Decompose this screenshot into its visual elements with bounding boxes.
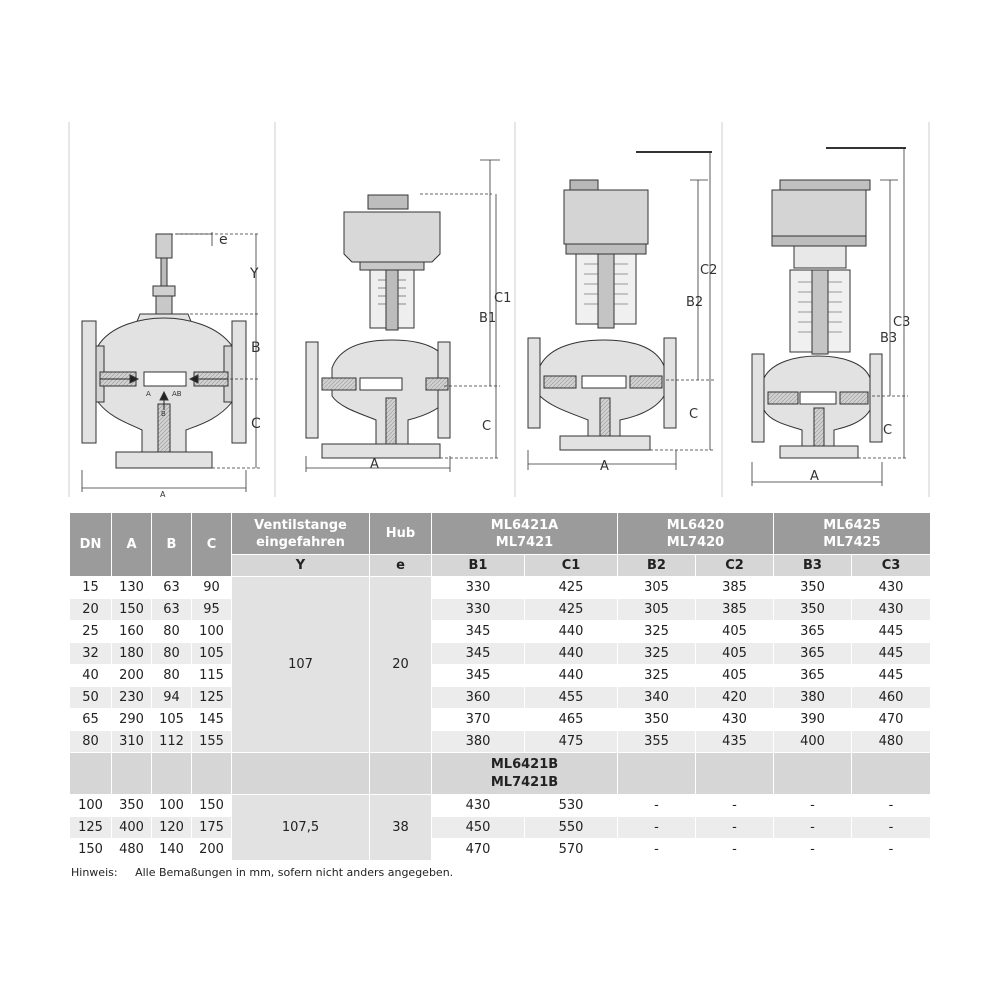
- cell-b1: 330: [432, 599, 525, 621]
- cell-b2: 350: [618, 709, 696, 731]
- footnote-label: Hinweis:: [71, 866, 118, 879]
- cell-c3: -: [852, 839, 931, 861]
- table-row: [70, 665, 931, 687]
- col-header-b3: B3: [774, 555, 852, 577]
- flow-label-b: B: [161, 410, 166, 418]
- cell-y-merged: 107: [232, 577, 370, 753]
- cell-b: 80: [152, 621, 192, 643]
- col-header-ventilstange: [232, 513, 370, 555]
- header-row-1: [70, 513, 931, 555]
- table-row: [70, 577, 931, 599]
- cell-c1: 425: [525, 599, 618, 621]
- col-header-c2: C2: [696, 555, 774, 577]
- cell-c3: 445: [852, 621, 931, 643]
- cell-c: 95: [192, 599, 232, 621]
- cell-dn: 100: [70, 795, 112, 817]
- col-header-y: Y: [232, 555, 370, 577]
- dim-label-c2: C2: [700, 263, 718, 278]
- band-cell: [70, 753, 112, 795]
- group1-line-1: ML6421A: [490, 517, 559, 533]
- dim-label-e: e: [219, 232, 228, 248]
- band-cell: [852, 753, 931, 795]
- cell-c1: 440: [525, 665, 618, 687]
- group-header-ml6425: [774, 513, 931, 555]
- cell-c2: 385: [696, 577, 774, 599]
- cell-b: 105: [152, 709, 192, 731]
- table-row: [70, 709, 931, 731]
- cell-hub-merged: 20: [370, 577, 432, 753]
- table-body-group-2: [70, 795, 931, 861]
- dim-label-c: C: [251, 416, 261, 432]
- cell-dn: 65: [70, 709, 112, 731]
- cell-c: 125: [192, 687, 232, 709]
- cell-c1: 440: [525, 643, 618, 665]
- cell-b: 112: [152, 731, 192, 753]
- band-cell: [774, 753, 852, 795]
- cell-b2: 355: [618, 731, 696, 753]
- table-row: [70, 687, 931, 709]
- cell-b: 140: [152, 839, 192, 861]
- cell-c3: 470: [852, 709, 931, 731]
- cell-b1: 330: [432, 577, 525, 599]
- drawing-valve-body: [82, 234, 246, 468]
- table-row: [70, 643, 931, 665]
- cell-b1: 450: [432, 817, 525, 839]
- cell-b2: -: [618, 795, 696, 817]
- drawing-valve-ml6425: [752, 180, 882, 458]
- cell-b3: 390: [774, 709, 852, 731]
- cell-b1: 430: [432, 795, 525, 817]
- drawing-valve-ml6421a: [306, 195, 450, 458]
- ventil-line-1: Ventilstange: [254, 517, 347, 533]
- cell-b1: 345: [432, 665, 525, 687]
- col-header-hub: Hub: [370, 513, 432, 555]
- cell-c1: 475: [525, 731, 618, 753]
- cell-c1: 530: [525, 795, 618, 817]
- cell-a: 400: [112, 817, 152, 839]
- cell-b3: -: [774, 839, 852, 861]
- footnote-text: Alle Bemaßungen in mm, sofern nicht anders angegeben.: [135, 866, 454, 879]
- dim-label-a: A: [160, 490, 166, 499]
- cell-c1: 455: [525, 687, 618, 709]
- cell-b3: 365: [774, 665, 852, 687]
- dim-label-c3: C3: [893, 315, 911, 330]
- cell-a: 350: [112, 795, 152, 817]
- col-header-b2: B2: [618, 555, 696, 577]
- cell-b3: 365: [774, 643, 852, 665]
- cell-c2: 385: [696, 599, 774, 621]
- col-header-a: A: [112, 513, 152, 577]
- band-cell: [152, 753, 192, 795]
- cell-c3: 445: [852, 665, 931, 687]
- table-band-ml6421b: [70, 753, 931, 795]
- band-cell: [618, 753, 696, 795]
- group2-line-2: ML7420: [666, 534, 725, 550]
- dim-label-c: C: [883, 423, 893, 438]
- band-cell: [370, 753, 432, 795]
- cell-c3: -: [852, 795, 931, 817]
- cell-dn: 20: [70, 599, 112, 621]
- cell-c: 150: [192, 795, 232, 817]
- cell-a: 130: [112, 577, 152, 599]
- cell-b1: 345: [432, 643, 525, 665]
- cell-c2: -: [696, 795, 774, 817]
- band-cell: [112, 753, 152, 795]
- cell-dn: 40: [70, 665, 112, 687]
- cell-b: 120: [152, 817, 192, 839]
- cell-a: 200: [112, 665, 152, 687]
- col-header-c3: C3: [852, 555, 931, 577]
- col-header-dn: DN: [70, 513, 112, 577]
- cell-c: 90: [192, 577, 232, 599]
- cell-c3: 460: [852, 687, 931, 709]
- cell-a: 150: [112, 599, 152, 621]
- cell-b2: 325: [618, 643, 696, 665]
- dim-label-c: C: [689, 407, 699, 422]
- cell-c1: 440: [525, 621, 618, 643]
- cell-c: 200: [192, 839, 232, 861]
- col-header-c: C: [192, 513, 232, 577]
- cell-b1: 470: [432, 839, 525, 861]
- cell-a: 310: [112, 731, 152, 753]
- cell-c2: 430: [696, 709, 774, 731]
- cell-c2: 420: [696, 687, 774, 709]
- cell-b2: 305: [618, 577, 696, 599]
- ventil-line-2: eingefahren: [256, 534, 345, 550]
- cell-b3: 400: [774, 731, 852, 753]
- cell-c: 100: [192, 621, 232, 643]
- cell-c: 145: [192, 709, 232, 731]
- group3-line-2: ML7425: [823, 534, 881, 550]
- cell-b2: 325: [618, 621, 696, 643]
- dim-label-a: A: [810, 469, 819, 484]
- table-row: [70, 731, 931, 753]
- cell-b3: 350: [774, 577, 852, 599]
- table-row: [70, 795, 931, 817]
- cell-dn: 125: [70, 817, 112, 839]
- cell-c: 115: [192, 665, 232, 687]
- cell-c2: -: [696, 817, 774, 839]
- cell-c3: -: [852, 817, 931, 839]
- group-header-ml6421a: [432, 513, 618, 555]
- cell-b3: 350: [774, 599, 852, 621]
- drawing-valve-ml6420: [528, 180, 676, 450]
- cell-b: 100: [152, 795, 192, 817]
- col-header-b: B: [152, 513, 192, 577]
- cell-c1: 425: [525, 577, 618, 599]
- dim-label-b1: B1: [479, 311, 497, 326]
- cell-b2: -: [618, 817, 696, 839]
- table-row: [70, 839, 931, 861]
- cell-a: 230: [112, 687, 152, 709]
- cell-b: 80: [152, 665, 192, 687]
- cell-b3: -: [774, 817, 852, 839]
- cell-c: 175: [192, 817, 232, 839]
- cell-c3: 430: [852, 577, 931, 599]
- cell-b1: 345: [432, 621, 525, 643]
- flow-label-a: A: [146, 390, 151, 398]
- footnote: [71, 866, 467, 879]
- cell-c1: 550: [525, 817, 618, 839]
- cell-b: 63: [152, 599, 192, 621]
- cell-y-merged: 107,5: [232, 795, 370, 861]
- cell-hub-merged: 38: [370, 795, 432, 861]
- group2-line-1: ML6420: [666, 517, 725, 533]
- col-header-e: e: [370, 555, 432, 577]
- cell-dn: 25: [70, 621, 112, 643]
- cell-b3: 380: [774, 687, 852, 709]
- cell-b: 94: [152, 687, 192, 709]
- table-row: [70, 621, 931, 643]
- dim-label-a: A: [370, 457, 379, 472]
- band-line-2: ML7421B: [490, 774, 559, 790]
- cell-c: 105: [192, 643, 232, 665]
- flow-label-ab: AB: [172, 390, 182, 398]
- band-row: [70, 753, 931, 795]
- cell-b: 63: [152, 577, 192, 599]
- band-cell: [696, 753, 774, 795]
- col-header-b1: B1: [432, 555, 525, 577]
- group3-line-1: ML6425: [823, 517, 881, 533]
- cell-b2: 325: [618, 665, 696, 687]
- cell-a: 180: [112, 643, 152, 665]
- dim-label-c1: C1: [494, 291, 512, 306]
- cell-dn: 150: [70, 839, 112, 861]
- cell-c2: -: [696, 839, 774, 861]
- cell-b: 80: [152, 643, 192, 665]
- cell-a: 480: [112, 839, 152, 861]
- cell-a: 160: [112, 621, 152, 643]
- dimension-table: [69, 512, 931, 861]
- table-row: [70, 817, 931, 839]
- cell-b2: 305: [618, 599, 696, 621]
- cell-dn: 80: [70, 731, 112, 753]
- band-header-ml6421b: [432, 753, 618, 795]
- cell-c3: 480: [852, 731, 931, 753]
- table-body-group-1: [70, 577, 931, 753]
- cell-c2: 435: [696, 731, 774, 753]
- cell-a: 290: [112, 709, 152, 731]
- cell-b1: 370: [432, 709, 525, 731]
- group-header-ml6420: [618, 513, 774, 555]
- band-cell: [232, 753, 370, 795]
- cell-b3: -: [774, 795, 852, 817]
- cell-dn: 32: [70, 643, 112, 665]
- dim-label-c: C: [482, 419, 492, 434]
- cell-b1: 380: [432, 731, 525, 753]
- cell-b1: 360: [432, 687, 525, 709]
- cell-c2: 405: [696, 621, 774, 643]
- group1-line-2: ML7421: [495, 534, 554, 550]
- band-line-1: ML6421B: [490, 756, 559, 772]
- cell-c1: 570: [525, 839, 618, 861]
- dim-label-a: A: [600, 459, 609, 474]
- cell-c1: 465: [525, 709, 618, 731]
- cell-dn: 15: [70, 577, 112, 599]
- dim-label-b3: B3: [880, 331, 898, 346]
- col-header-c1: C1: [525, 555, 618, 577]
- cell-c3: 430: [852, 599, 931, 621]
- dim-label-y: Y: [250, 266, 259, 282]
- cell-b2: 340: [618, 687, 696, 709]
- cell-c3: 445: [852, 643, 931, 665]
- cell-c: 155: [192, 731, 232, 753]
- dim-label-b: B: [251, 340, 261, 356]
- dim-label-b2: B2: [686, 295, 704, 310]
- cell-c2: 405: [696, 643, 774, 665]
- table-row: [70, 599, 931, 621]
- cell-dn: 50: [70, 687, 112, 709]
- cell-c2: 405: [696, 665, 774, 687]
- cell-b3: 365: [774, 621, 852, 643]
- band-cell: [192, 753, 232, 795]
- cell-b2: -: [618, 839, 696, 861]
